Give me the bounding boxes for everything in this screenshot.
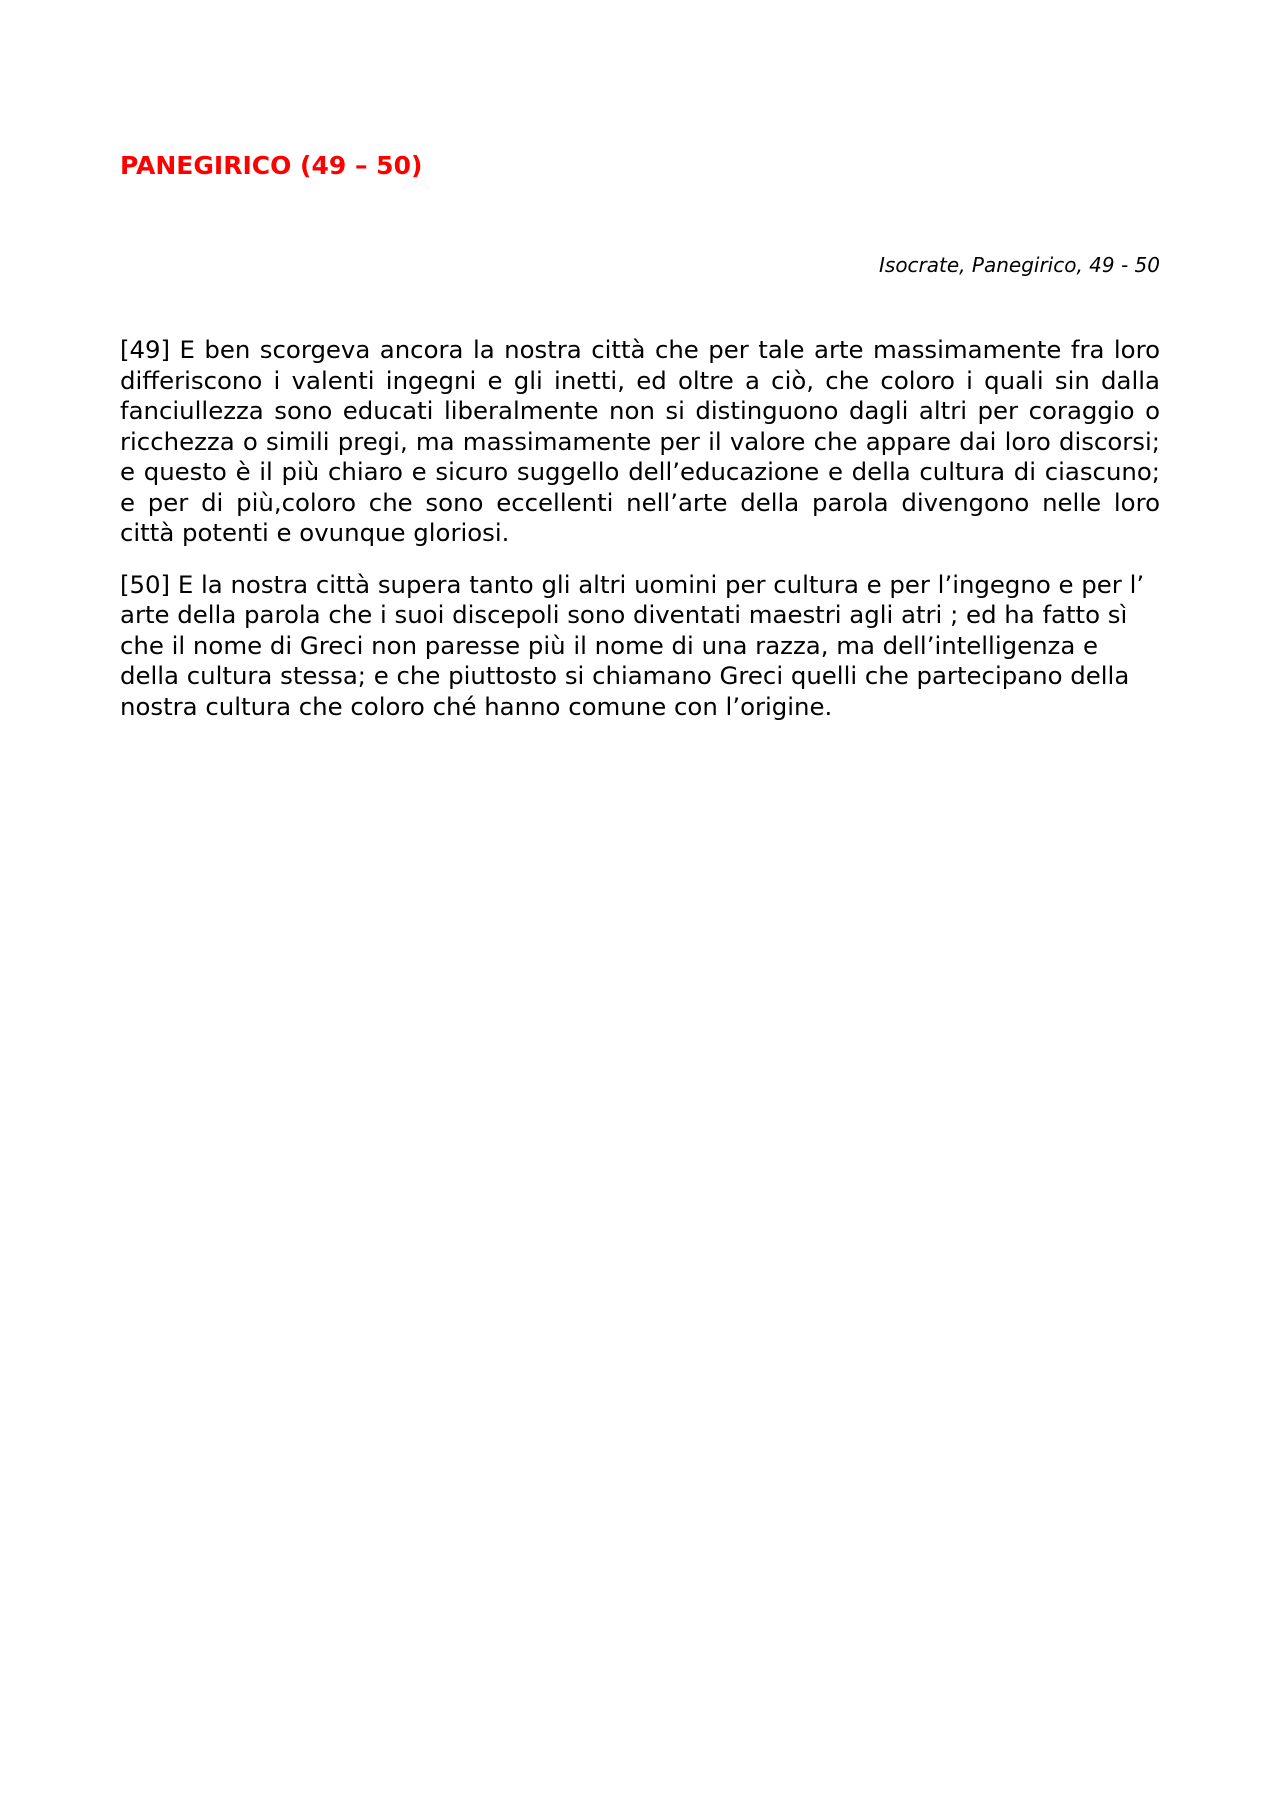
document-body — [120, 335, 1160, 743]
document-title: PANEGIRICO (49 – 50) — [120, 151, 423, 180]
source-citation: Isocrate, Panegirico, 49 - 50 — [879, 253, 1160, 277]
paragraph-49: [49] E ben scorgeva ancora la nostra città che per tale arte massimamente fra loro differiscono i valenti ingegni e gli inetti, ed oltre a ciò, che coloro i quali sin dalla fanciullezza sono educati liberalmente non si distinguono dagli altri per coraggio o ricchezza o simili pregi, ma massimamente per il valore che appare dai loro discorsi; e questo è il più chiaro e sicuro suggello dell’educazione e della cultura di ciascuno; e per di più,coloro che sono eccellenti nell’arte della parola divengono nelle loro città potenti e ovunque gloriosi. — [120, 335, 1160, 547]
paragraph-50: [50] E la nostra città supera tanto gli altri uomini per cultura e per l’ingegno e per l’ arte della parola che i suoi discepoli sono diventati maestri agli atri ; ed ha fatto sì che il nome di Greci non paresse più il nome di una razza, ma dell’intelligenza e della cultura stessa; e che piuttosto si chiamano Greci quelli che partecipano della nostra cultura che coloro ché hanno comune con l’origine. — [120, 569, 1145, 721]
